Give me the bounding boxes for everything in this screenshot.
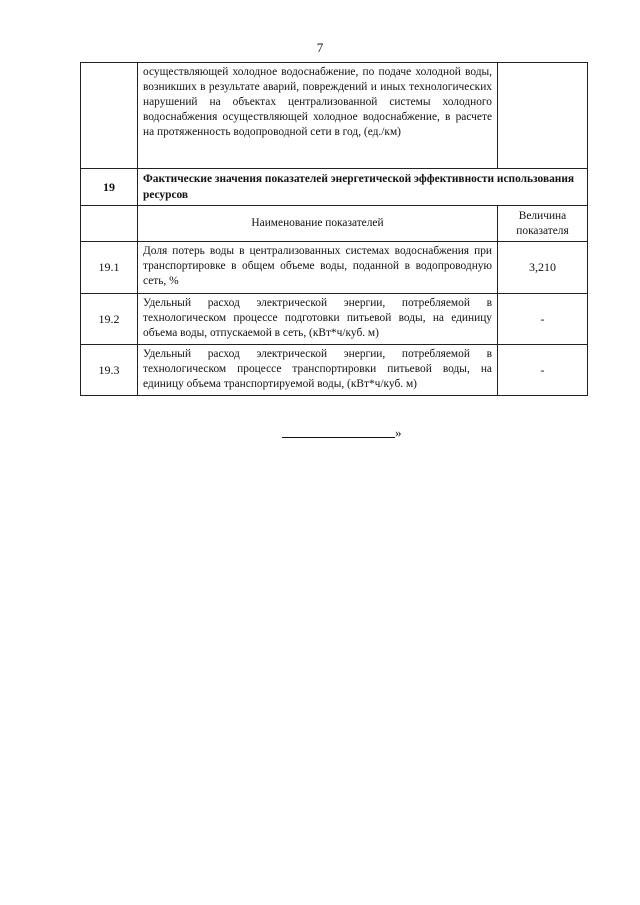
section-title: Фактические значения показателей энергетической эффективности использования ресурсов	[138, 169, 588, 206]
indicator-value	[498, 63, 588, 169]
row-number: 19.3	[81, 345, 138, 396]
indicator-text: Удельный расход электрической энергии, потребляемой в технологическом процессе транспортировки питьевой воды, на единицу объема транспортируемой воды, (кВт*ч/куб. м)	[138, 345, 498, 396]
table-row	[81, 345, 588, 396]
indicator-text: осуществляющей холодное водоснабжение, по подаче холодной воды, возникших в результате аварий, повреждений и иных технологических нарушений на объектах централизованной системы холодного водоснабжения осуществляющей холодное водоснабжение, в расчете на протяженность водопроводной сети в год, (ед./км)	[138, 63, 498, 169]
header-name-label: Наименование показателей	[138, 206, 498, 242]
row-number: 19.1	[81, 242, 138, 294]
header-row	[81, 206, 588, 242]
section-number: 19	[81, 169, 138, 206]
closing-mark	[282, 425, 402, 441]
table-row	[81, 242, 588, 294]
indicators-table	[80, 62, 588, 396]
table-row	[81, 63, 588, 169]
indicator-text: Удельный расход электрической энергии, потребляемой в технологическом процессе подготовки питьевой воды, на единицу объема воды, отпускаемой в сеть, (кВт*ч/куб. м)	[138, 294, 498, 345]
page-number: 7	[316, 40, 324, 55]
indicator-value: 3,210	[498, 242, 588, 294]
indicator-value: -	[498, 294, 588, 345]
indicator-text: Доля потерь воды в централизованных системах водоснабжения при транспортировке в общем объеме воды, поданной в водопроводную сеть, %	[138, 242, 498, 294]
table-row	[81, 294, 588, 345]
row-number-cell	[81, 63, 138, 169]
indicator-value: -	[498, 345, 588, 396]
header-value-label: Величина показателя	[498, 206, 588, 242]
closing-quote: »	[395, 425, 402, 440]
row-number: 19.2	[81, 294, 138, 345]
header-number-cell	[81, 206, 138, 242]
section-row	[81, 169, 588, 206]
closing-underline	[282, 437, 395, 438]
